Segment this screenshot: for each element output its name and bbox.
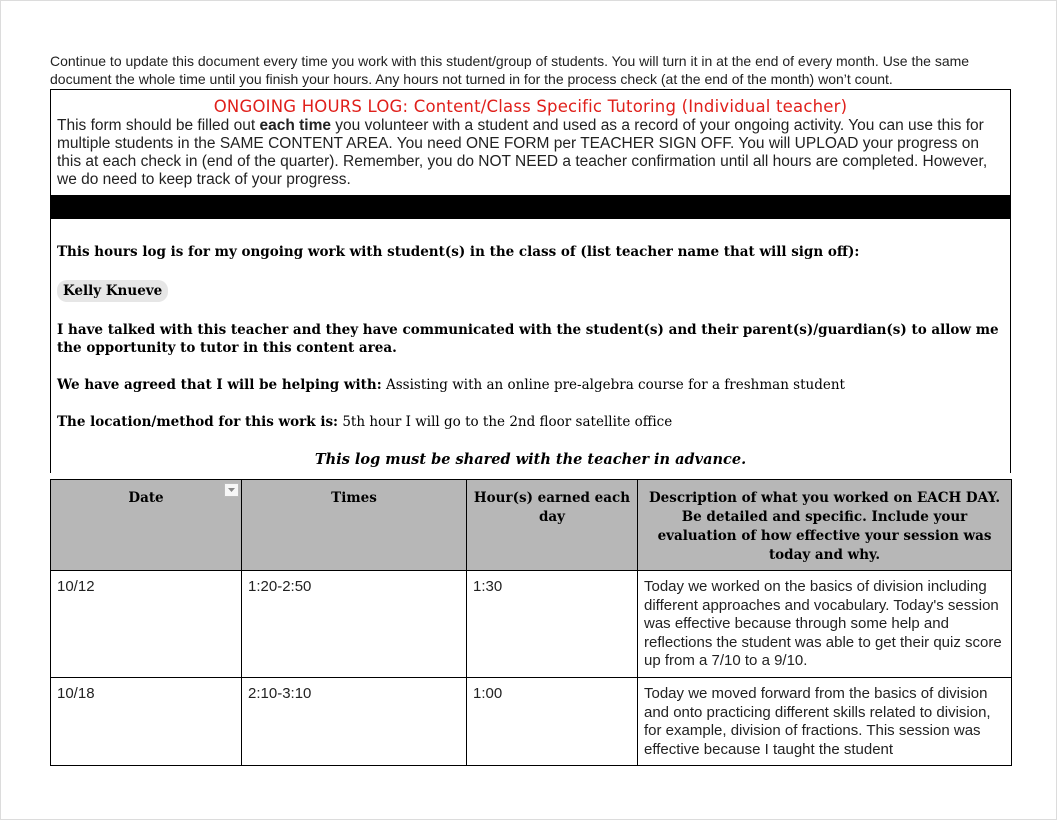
form-desc-start: This form should be filled out <box>57 117 260 134</box>
form-desc-end: you volunteer with a student and used as a record of your ongoing activity. You can use this for multiple students in the SAME CONTENT AREA. You need ONE FORM per TEACHER SIGN OFF. You will UPLOAD your progress on this at each check in (end of the quarter). Remember, you do NOT NEED a teacher confirmation until all hours are completed. However, we do need to keep track of your progress. <box>57 117 988 188</box>
intro-text: Continue to update this document every time you work with this student/group of students. You will turn it in at the end of every month. Use the same document the whole time until you finish your hours. Any hours not turned in for the process check (at the end of the month) won’t count. <box>50 53 970 87</box>
helping-label: We have agreed that I will be helping with: <box>57 377 382 393</box>
cell-hours[interactable]: 1:00 <box>467 678 638 766</box>
helping-value: Assisting with an online pre-algebra course for a freshman student <box>381 377 845 393</box>
cell-times[interactable]: 1:20-2:50 <box>242 571 467 678</box>
filter-dropdown-icon[interactable] <box>224 483 239 497</box>
location-line <box>51 413 1010 431</box>
table-header-row <box>51 480 1012 571</box>
cell-times[interactable]: 2:10-3:10 <box>242 678 467 766</box>
header-times: Times <box>242 480 467 571</box>
location-value: 5th hour I will go to the 2nd floor satellite office <box>338 414 673 430</box>
cell-description[interactable]: Today we moved forward from the basics of division and onto practicing different skills related to division, for example, division of fractions. This session was effective because I taught the student <box>638 678 1012 766</box>
header-date <box>51 480 242 571</box>
cell-description[interactable]: Today we worked on the basics of division including different approaches and vocabulary. Today's session was effective because through some help and reflections the student was able to get their quiz score up from a 7/10 to a 9/10. <box>638 571 1012 678</box>
table-row <box>51 571 1012 678</box>
teacher-prompt: This hours log is for my ongoing work with student(s) in the class of (list teacher name that will sign off): <box>57 244 860 260</box>
header-hours: Hour(s) earned each day <box>467 480 638 571</box>
section-divider-bar <box>51 195 1010 219</box>
share-note: This log must be shared with the teacher in advance. <box>314 451 747 468</box>
form-description <box>51 117 1010 189</box>
table-row <box>51 678 1012 766</box>
header-description: Description of what you worked on EACH DAY. Be detailed and specific. Include your evaluation of how effective your session was today and why. <box>638 480 1012 571</box>
form-title: ONGOING HOURS LOG: Content/Class Specific Tutoring (Individual teacher) <box>213 97 848 116</box>
confirmation-statement: I have talked with this teacher and they have communicated with the student(s) and their parent(s)/guardian(s) to allow me the opportunity to tutor in this content area. <box>57 322 999 356</box>
header-date-label: Date <box>128 490 164 506</box>
hours-log-table <box>50 479 1012 766</box>
teacher-name-chip[interactable]: Kelly Knueve <box>57 280 168 302</box>
cell-date[interactable]: 10/18 <box>51 678 242 766</box>
helping-line <box>51 376 1010 394</box>
cell-date[interactable]: 10/12 <box>51 571 242 678</box>
location-label: The location/method for this work is: <box>57 414 339 430</box>
form-desc-bold: each time <box>259 117 331 134</box>
cell-hours[interactable]: 1:30 <box>467 571 638 678</box>
form-box <box>50 89 1011 473</box>
